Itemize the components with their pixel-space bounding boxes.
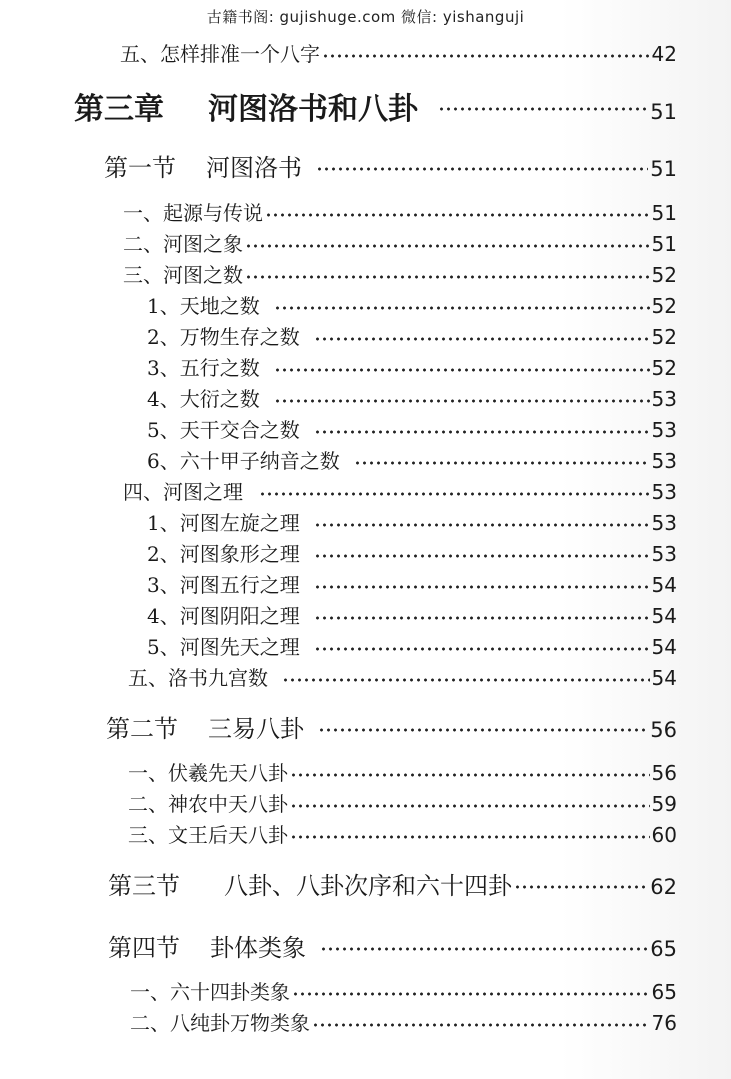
toc-entry-page: 52 bbox=[651, 294, 677, 318]
section-title: 河图洛书 bbox=[206, 154, 302, 182]
dot-leader bbox=[318, 728, 648, 732]
dot-leader bbox=[290, 773, 650, 777]
dot-leader bbox=[438, 107, 648, 111]
toc-entry-page: 52 bbox=[651, 263, 677, 287]
section-title: 八卦、八卦次序和六十四卦 bbox=[224, 872, 512, 900]
chapter-heading bbox=[74, 84, 418, 128]
toc-entry[interactable] bbox=[147, 352, 677, 381]
toc-entry[interactable] bbox=[147, 631, 677, 660]
toc-entry-page: 65 bbox=[650, 937, 677, 961]
watermark-header: 古籍书阁: gujishuge.com 微信: yishanguji bbox=[206, 8, 525, 26]
toc-entry-page: 53 bbox=[651, 480, 677, 504]
toc-entry-title: 三、河图之数 bbox=[123, 263, 243, 287]
toc-entry-page: 51 bbox=[650, 157, 677, 181]
toc-entry[interactable] bbox=[147, 445, 677, 474]
toc-entry[interactable] bbox=[128, 757, 677, 786]
toc-entry-title: 2、万物生存之数 bbox=[147, 325, 300, 349]
section-number: 第二节 bbox=[106, 715, 178, 743]
toc-entry[interactable] bbox=[147, 290, 677, 319]
dot-leader bbox=[290, 804, 650, 808]
section-heading bbox=[104, 148, 302, 183]
dot-leader bbox=[274, 368, 650, 372]
toc-entry[interactable] bbox=[123, 228, 677, 257]
toc-entry[interactable] bbox=[147, 507, 677, 536]
toc-entry-title: 二、神农中天八卦 bbox=[128, 792, 288, 816]
dot-leader bbox=[314, 647, 650, 651]
dot-leader bbox=[290, 835, 650, 839]
dot-leader bbox=[314, 337, 650, 341]
toc-entry-title: 一、伏羲先天八卦 bbox=[128, 761, 288, 785]
dot-leader bbox=[259, 492, 650, 496]
dot-leader bbox=[320, 947, 648, 951]
toc-entry[interactable] bbox=[130, 976, 677, 1005]
toc-entry[interactable] bbox=[128, 662, 677, 691]
toc-entry-title: 二、河图之象 bbox=[123, 232, 243, 256]
toc-entry-page: 65 bbox=[651, 980, 677, 1004]
toc-entry-title: 二、八纯卦万物类象 bbox=[130, 1011, 310, 1035]
toc-chapter[interactable] bbox=[74, 84, 677, 128]
dot-leader bbox=[314, 523, 650, 527]
toc-entry-page: 54 bbox=[651, 635, 677, 659]
toc-entry-page: 53 bbox=[651, 449, 677, 473]
section-number: 第三节 bbox=[108, 872, 180, 900]
toc-entry-title: 3、河图五行之理 bbox=[147, 573, 300, 597]
dot-leader bbox=[322, 54, 650, 58]
dot-leader bbox=[514, 885, 648, 889]
dot-leader bbox=[292, 992, 650, 996]
toc-entry[interactable] bbox=[128, 819, 677, 848]
toc-entry-page: 54 bbox=[651, 573, 677, 597]
toc-entry-title: 一、起源与传说 bbox=[123, 201, 263, 225]
toc-entry-title: 五、洛书九宫数 bbox=[128, 666, 268, 690]
toc-entry[interactable] bbox=[147, 569, 677, 598]
toc-entry-page: 53 bbox=[651, 542, 677, 566]
dot-leader bbox=[312, 1023, 650, 1027]
toc-section[interactable] bbox=[108, 866, 677, 901]
toc-entry[interactable] bbox=[147, 414, 677, 443]
toc-entry-title: 一、六十四卦类象 bbox=[130, 980, 290, 1004]
toc-entry-page: 51 bbox=[651, 201, 677, 225]
toc-entry-title: 4、河图阴阳之理 bbox=[147, 604, 300, 628]
dot-leader bbox=[314, 430, 650, 434]
toc-entry[interactable] bbox=[123, 197, 677, 226]
toc-entry-title: 6、六十甲子纳音之数 bbox=[147, 449, 340, 473]
section-number: 第四节 bbox=[108, 934, 180, 962]
toc-entry-title: 5、天干交合之数 bbox=[147, 418, 300, 442]
toc-entry-page: 60 bbox=[651, 823, 677, 847]
dot-leader bbox=[314, 554, 650, 558]
chapter-title: 河图洛书和八卦 bbox=[208, 92, 418, 127]
dot-leader bbox=[245, 244, 650, 248]
toc-entry-page: 42 bbox=[651, 42, 677, 66]
toc-entry-page: 59 bbox=[651, 792, 677, 816]
section-number: 第一节 bbox=[104, 154, 176, 182]
dot-leader bbox=[314, 616, 650, 620]
toc-entry-page: 52 bbox=[651, 356, 677, 380]
toc-entry-page: 76 bbox=[651, 1011, 677, 1035]
toc-entry-page: 51 bbox=[651, 232, 677, 256]
toc-entry-page: 62 bbox=[650, 875, 677, 899]
toc-section[interactable] bbox=[106, 709, 677, 744]
toc-entry-page: 53 bbox=[651, 418, 677, 442]
toc-entry[interactable] bbox=[120, 38, 677, 67]
toc-entry-title: 五、怎样排准一个八字 bbox=[120, 42, 320, 66]
toc-entry-page: 56 bbox=[651, 761, 677, 785]
toc-entry[interactable] bbox=[147, 321, 677, 350]
toc-entry-title: 3、五行之数 bbox=[147, 356, 260, 380]
toc-section[interactable] bbox=[108, 928, 677, 963]
toc-entry-page: 53 bbox=[651, 511, 677, 535]
toc-entry-page: 56 bbox=[650, 718, 677, 742]
section-title: 卦体类象 bbox=[210, 934, 306, 962]
dot-leader bbox=[316, 167, 648, 171]
toc-entry[interactable] bbox=[130, 1007, 677, 1036]
section-heading bbox=[106, 709, 304, 744]
toc-entry-page: 53 bbox=[651, 387, 677, 411]
dot-leader bbox=[274, 306, 650, 310]
dot-leader bbox=[282, 678, 650, 682]
toc-entry-title: 1、天地之数 bbox=[147, 294, 260, 318]
dot-leader bbox=[314, 585, 650, 589]
toc-entry-page: 54 bbox=[651, 666, 677, 690]
toc-entry[interactable] bbox=[123, 259, 677, 288]
section-heading bbox=[108, 866, 512, 901]
chapter-number: 第三章 bbox=[74, 92, 164, 127]
dot-leader bbox=[274, 399, 650, 403]
toc-entry-page: 52 bbox=[651, 325, 677, 349]
toc-entry-page: 51 bbox=[650, 100, 677, 124]
toc-entry-title: 2、河图象形之理 bbox=[147, 542, 300, 566]
dot-leader bbox=[354, 461, 650, 465]
toc-entry[interactable] bbox=[147, 600, 677, 629]
toc-section[interactable] bbox=[104, 148, 677, 183]
toc-entry[interactable] bbox=[128, 788, 677, 817]
toc-entry[interactable] bbox=[147, 538, 677, 567]
section-heading bbox=[108, 928, 306, 963]
toc-entry-title: 5、河图先天之理 bbox=[147, 635, 300, 659]
toc-entry-title: 三、文王后天八卦 bbox=[128, 823, 288, 847]
dot-leader bbox=[245, 275, 650, 279]
toc-entry-page: 54 bbox=[651, 604, 677, 628]
toc-entry[interactable] bbox=[147, 383, 677, 412]
section-title: 三易八卦 bbox=[208, 715, 304, 743]
toc-entry-title: 四、河图之理 bbox=[123, 480, 243, 504]
toc-entry[interactable] bbox=[123, 476, 677, 505]
toc-entry-title: 1、河图左旋之理 bbox=[147, 511, 300, 535]
toc-entry-title: 4、大衍之数 bbox=[147, 387, 260, 411]
dot-leader bbox=[265, 213, 650, 217]
